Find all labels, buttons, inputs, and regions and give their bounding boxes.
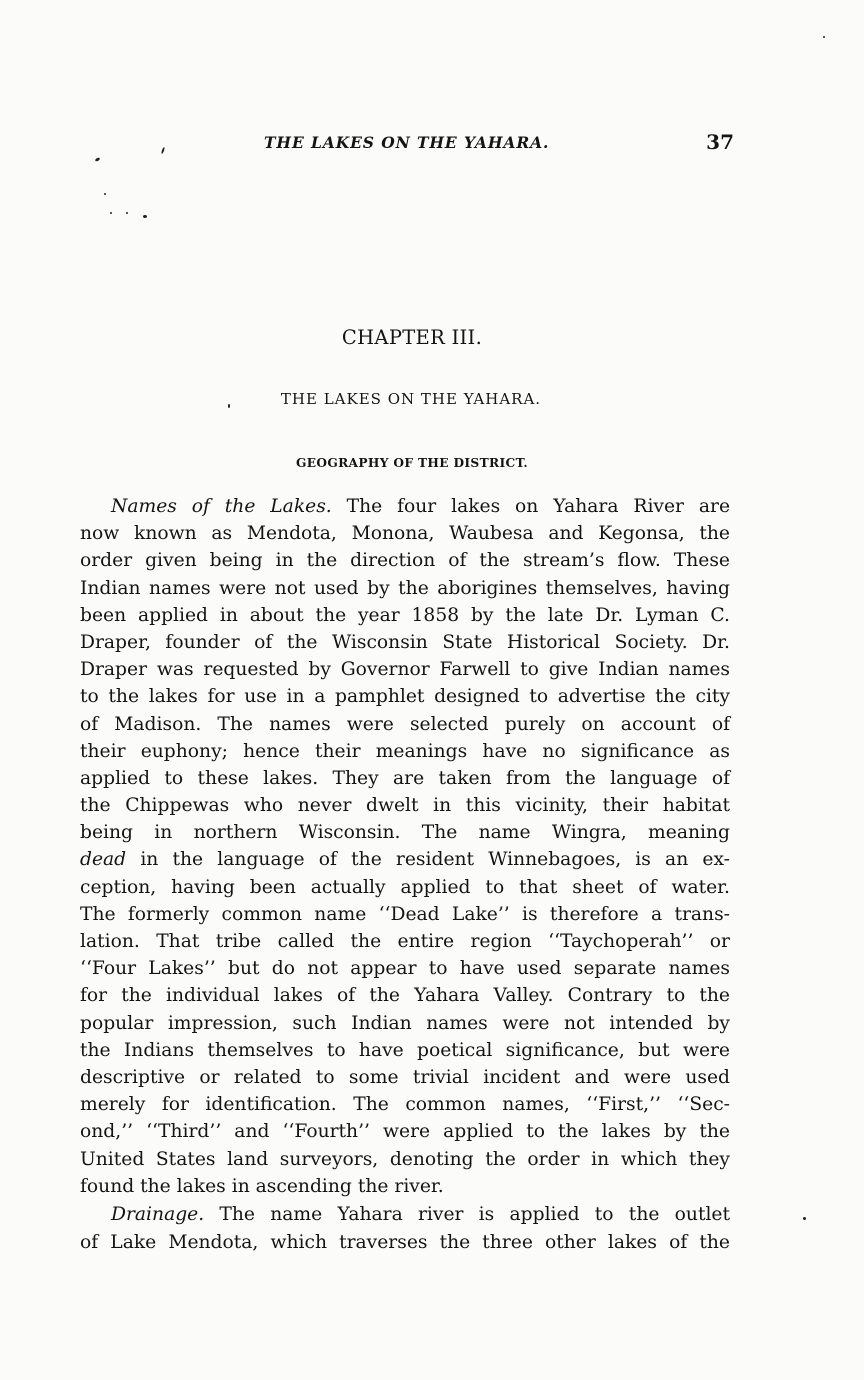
body-line: been applied in about the year 1858 by the late Dr. Lyman C. <box>80 604 730 626</box>
body-line: found the lakes in ascending the river. <box>80 1175 444 1197</box>
scan-speck <box>104 193 106 195</box>
chapter-number: CHAPTER III. <box>341 326 483 349</box>
body-line: ‘‘Four Lakes’’ but do not appear to have used separate names <box>80 958 730 980</box>
body-line: dead in the language of the resident Winnebagoes, is an ex- <box>80 849 730 871</box>
running-head-title: THE LAKES ON THE YAHARA. <box>264 133 550 152</box>
body-line: applied to these lakes. They are taken from the language of <box>80 767 730 789</box>
body-line: Names of the Lakes. The four lakes on Yahara River are <box>111 496 730 517</box>
body-line: of Madison. The names were selected purely on account of <box>80 713 730 735</box>
body-line: Draper was requested by Governor Farwell to give Indian names <box>80 659 730 681</box>
body-line: the Indians themselves to have poetical significance, but were <box>80 1039 730 1061</box>
running-head <box>88 130 734 157</box>
body-line: for the individual lakes of the Yahara Valley. Contrary to the <box>80 985 730 1007</box>
body-line: Drainage. The name Yahara river is applied to the outlet <box>111 1204 730 1226</box>
body-line: ond,’’ ‘‘Third’’ and ‘‘Fourth’’ were applied to the lakes by the <box>80 1121 730 1143</box>
body-line: United States land surveyors, denoting the order in which they <box>80 1148 730 1170</box>
body-line: Draper, founder of the Wisconsin State Historical Society. Dr. <box>80 631 730 653</box>
body-line: descriptive or related to some trivial incident and were used <box>80 1066 730 1088</box>
body-line: The formerly common name ‘‘Dead Lake’’ is therefore a trans- <box>80 903 730 925</box>
paragraph-lead: Drainage. <box>111 1204 205 1226</box>
page-number: 37 <box>706 130 734 154</box>
paragraph-lead: Names of the Lakes. <box>111 496 332 517</box>
scan-speck <box>95 157 101 162</box>
scan-speck <box>803 1217 806 1220</box>
scan-speck <box>110 212 112 214</box>
italic-word: dead <box>80 849 127 871</box>
body-line: of Lake Mendota, which traverses the three other lakes of the <box>80 1231 730 1253</box>
scan-speck <box>823 36 825 38</box>
body-line: to the lakes for use in a pamphlet designed to advertise the city <box>80 686 730 708</box>
scan-speck <box>143 215 147 218</box>
body-line: lation. That tribe called the entire region ‘‘Taychoperah’’ or <box>80 931 730 952</box>
body-line: now known as Mendota, Monona, Waubesa and Kegonsa, the <box>80 523 730 545</box>
body-line: order given being in the direction of the stream’s flow. These <box>80 550 730 572</box>
body-text <box>80 493 730 1256</box>
body-line: Indian names were not used by the aborigines themselves, having <box>80 577 730 599</box>
chapter-title: THE LAKES ON THE YAHARA. <box>280 390 542 408</box>
body-line: ception, having been actually applied to that sheet of water. <box>80 876 730 898</box>
body-line: merely for identification. The common names, ‘‘First,’’ ‘‘Sec- <box>80 1094 730 1116</box>
body-line: being in northern Wisconsin. The name Wingra, meaning <box>80 822 730 844</box>
section-heading: GEOGRAPHY OF THE DISTRICT. <box>295 456 529 470</box>
scan-speck <box>126 212 128 214</box>
body-line: their euphony; hence their meanings have no significance as <box>80 740 730 762</box>
body-line: popular impression, such Indian names were not intended by <box>80 1012 730 1034</box>
body-line: the Chippewas who never dwelt in this vicinity, their habitat <box>80 795 730 817</box>
scan-speck <box>228 404 230 408</box>
